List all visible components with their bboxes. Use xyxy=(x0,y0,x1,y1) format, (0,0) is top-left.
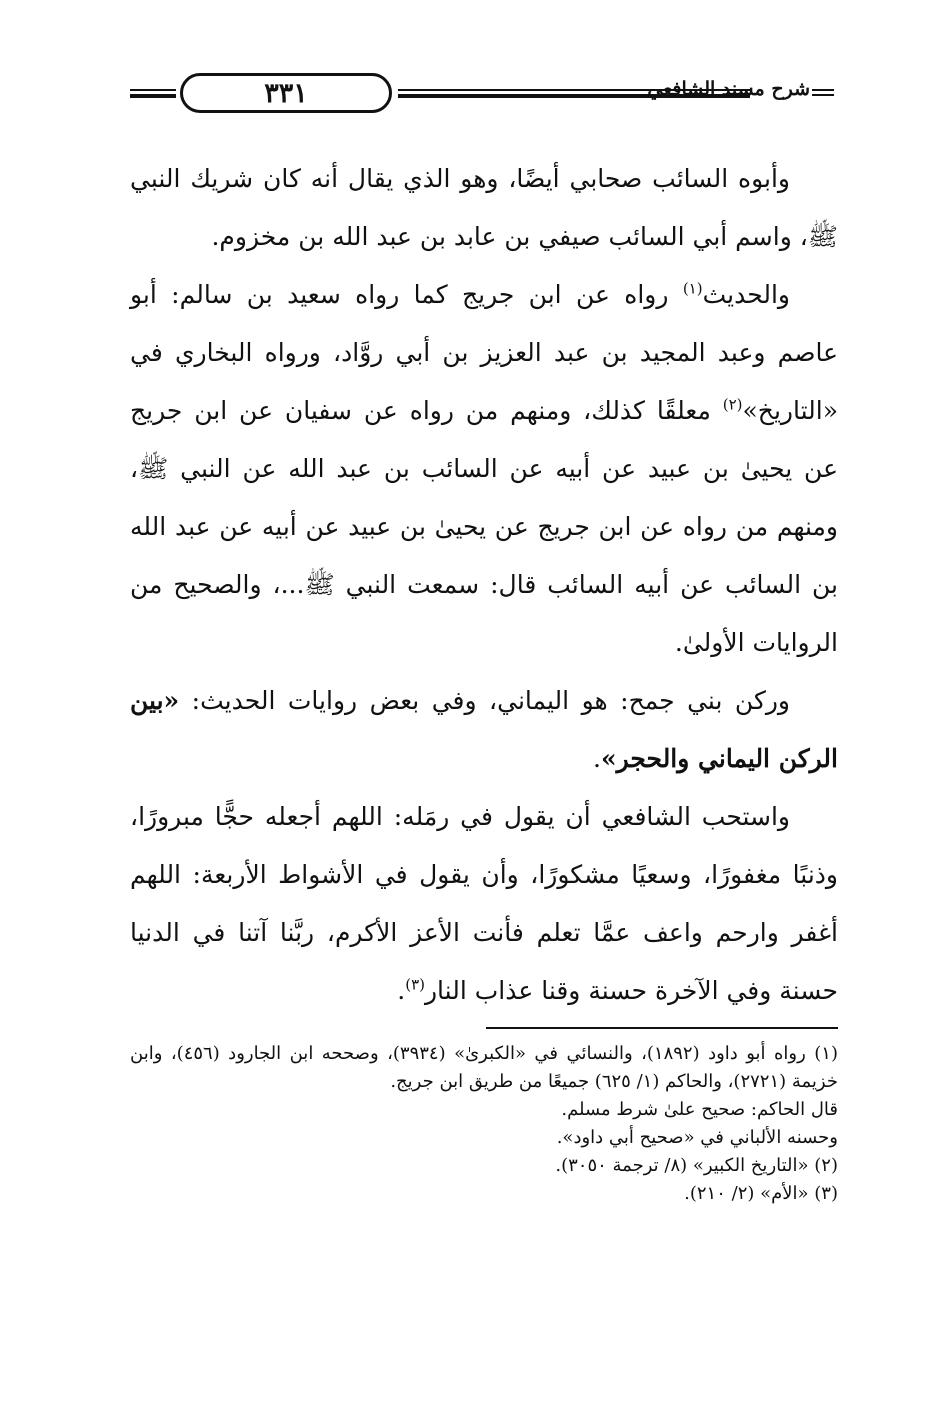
paragraph-2-text-b: رواه عن ابن جريج كما رواه سعيد بن سالم: أبو عاصم وعبد المجيد بن عبد العزيز بن أبي روَّاد، ورواه البخاري في «التاريخ» xyxy=(130,280,838,425)
footnote-ref-3[interactable]: (٣) xyxy=(405,975,425,994)
footnote-separator xyxy=(486,1027,838,1029)
paragraph-2-text-c: معلقًا كذلك، ومنهم من رواه عن سفيان عن ابن جريج عن يحيىٰ بن عبيد عن أبيه عن السائب بن عبد الله عن النبي ﷺ، ومنهم من رواه عن ابن جريج عن يحيىٰ بن عبيد عن أبيه عن عبد الله بن السائب عن أبيه السائب قال: سمعت النبي ﷺ...، والصحيح من الروايات الأولىٰ. xyxy=(130,396,838,657)
paragraph-3 xyxy=(130,672,838,788)
footnote-3: (٣) «الأم» (٢/ ٢١٠). xyxy=(684,1183,838,1204)
hadith-quote-bold: «بين الركن اليماني والحجر» xyxy=(130,686,838,773)
paragraph-2 xyxy=(130,266,838,672)
page-number: ٣٣١ xyxy=(264,77,308,109)
paragraph-2-text-a: والحديث xyxy=(702,280,790,309)
footnote-ref-1[interactable]: (١) xyxy=(682,279,703,298)
running-title: شرح مسند الشافعي xyxy=(647,78,810,100)
page-number-badge xyxy=(180,73,392,113)
main-text xyxy=(130,150,838,1020)
footnotes xyxy=(130,1040,838,1208)
paragraph-3-end: . xyxy=(593,744,601,773)
footnote-2: (٢) «التاريخ الكبير» (٨/ ترجمة ٣٠٥٠). xyxy=(555,1155,838,1176)
footnote-1: (١) رواه أبو داود (١٨٩٢)، والنسائي في «الكبرىٰ» (٣٩٣٤)، وصححه ابن الجارود (٤٥٦)، وابن خزيمة (٢٧٢١)، والحاكم (١/ ٦٢٥) جميعًا من طريق ابن جريج. xyxy=(130,1043,838,1092)
paragraph-4-text: واستحب الشافعي أن يقول في رمَله: اللهم أجعله حجًّا مبرورًا، وذنبًا مغفورًا، وسعيًا مشكورًا، وأن يقول في الأشواط الأربعة: اللهم أغفر وارحم واعف عمَّا تعلم فأنت الأعز الأكرم، ربَّنا آتنا في الدنيا حسنة وفي الآخرة حسنة وقنا عذاب النار xyxy=(130,802,838,1005)
footnote-1-note-a: قال الحاكم: صحيح علىٰ شرط مسلم. xyxy=(561,1099,838,1120)
paragraph-3-text: وركن بني جمح: هو اليماني، وفي بعض روايات الحديث: xyxy=(179,686,790,715)
paragraph-1 xyxy=(130,150,838,266)
page-header xyxy=(130,70,835,120)
paragraph-4-end: . xyxy=(397,976,406,1005)
paragraph-1-text: وأبوه السائب صحابي أيضًا، وهو الذي يقال أنه كان شريك النبي ﷺ، واسم أبي السائب صيفي بن عابد بن عبد الله بن مخزوم. xyxy=(130,164,838,251)
header-rule-left xyxy=(130,89,176,101)
paragraph-4 xyxy=(130,788,838,1020)
header-rule-right xyxy=(812,89,834,99)
footnote-ref-2[interactable]: (٢) xyxy=(722,395,743,414)
footnote-1-note-b: وحسنه الألباني في «صحيح أبي داود». xyxy=(556,1127,838,1148)
